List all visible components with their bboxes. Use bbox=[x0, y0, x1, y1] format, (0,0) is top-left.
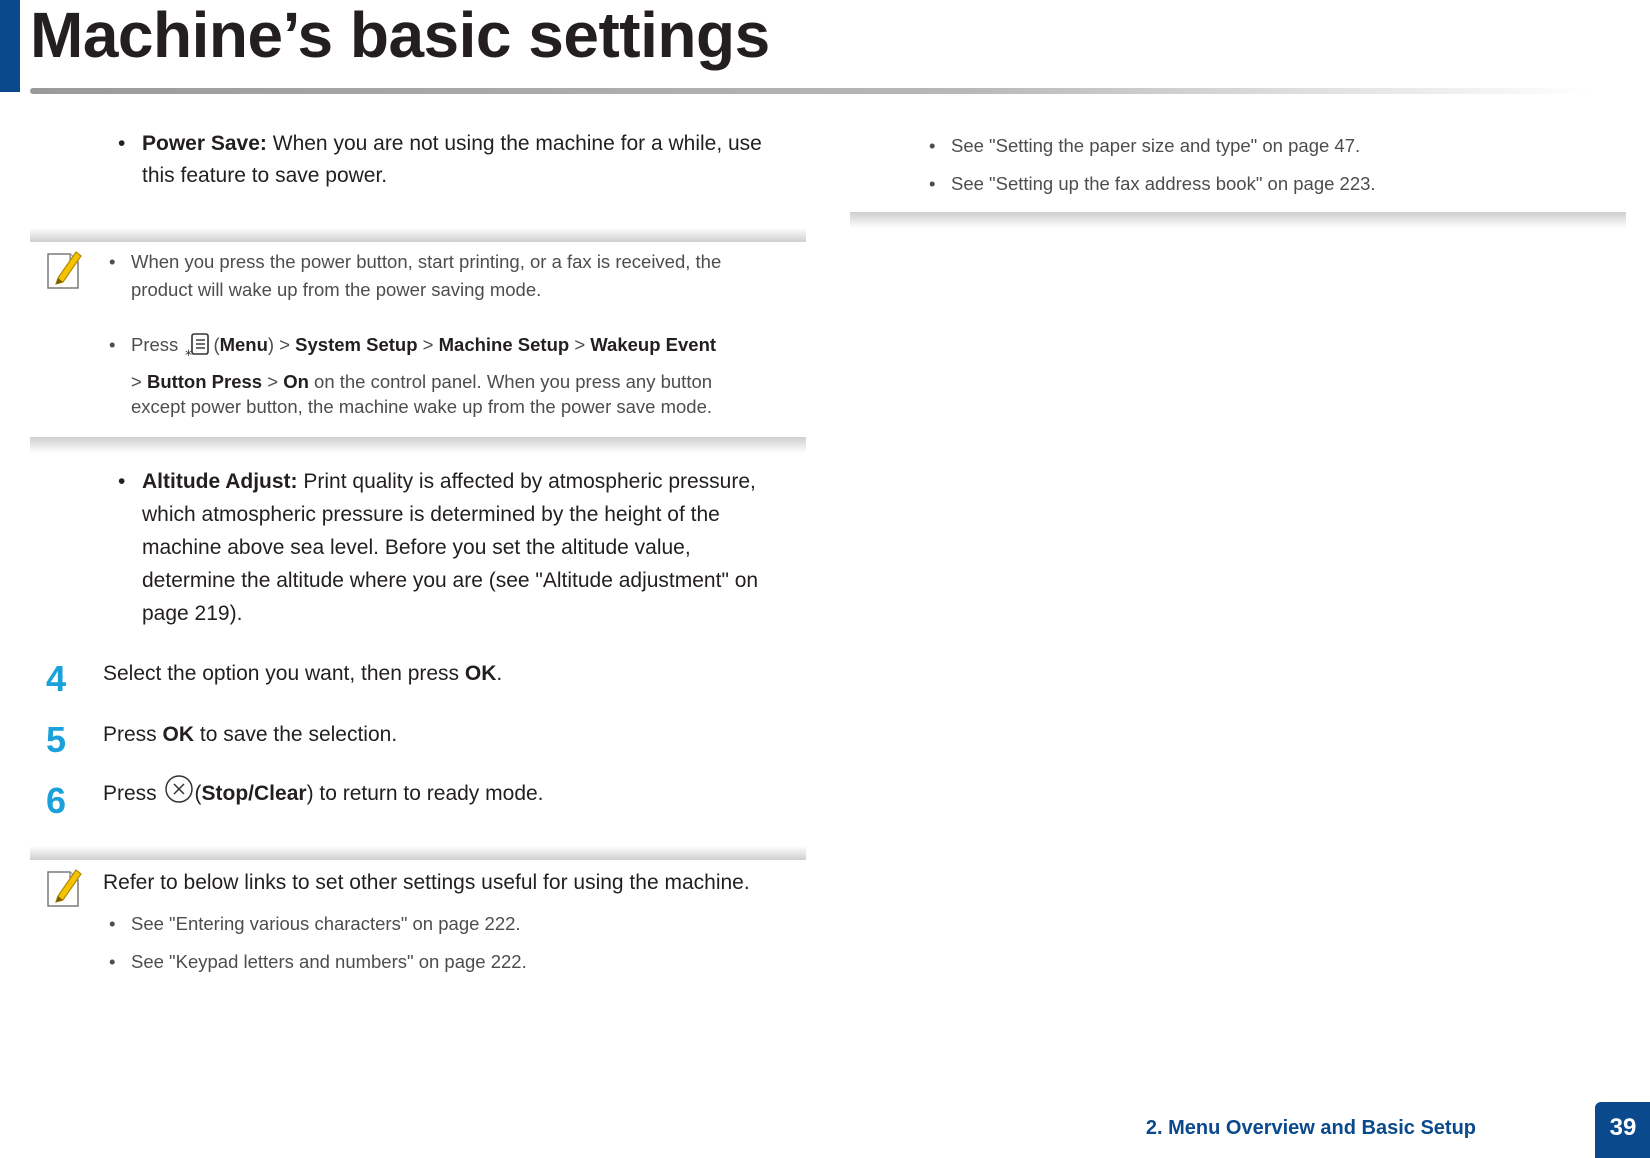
note-top-rule bbox=[30, 228, 806, 242]
step-6-text: Press (Stop/Clear) to return to ready mode. bbox=[103, 778, 544, 810]
note-pencil-icon bbox=[44, 248, 84, 292]
power-save-text: When you are not using the machine for a while, use bbox=[272, 132, 762, 155]
note1-press-word: Press bbox=[131, 334, 179, 355]
page-title: Machine’s basic settings bbox=[30, 0, 770, 71]
note1-wake-line1: When you press the power button, start printing, or a fax is received, the bbox=[131, 251, 722, 272]
altitude-line1: Print quality is affected by atmospheric pressure, bbox=[303, 470, 756, 493]
step-5-pre: Press bbox=[103, 723, 157, 746]
footer-section-title: 2. Menu Overview and Basic Setup bbox=[1145, 1117, 1476, 1139]
step-number: 6 bbox=[46, 780, 67, 821]
bullet-dot: • bbox=[118, 470, 126, 493]
bullet-dot: • bbox=[109, 913, 116, 934]
note-top-rule bbox=[30, 846, 806, 860]
link-keypad-letters[interactable]: See "Keypad letters and numbers" on page 222. bbox=[131, 951, 527, 972]
machine-setup-label: Machine Setup bbox=[438, 334, 570, 355]
note2-link-2[interactable] bbox=[109, 948, 811, 976]
bullet-dot: • bbox=[929, 173, 936, 194]
altitude-label: Altitude Adjust: bbox=[142, 470, 298, 493]
link-entering-characters[interactable]: See "Entering various characters" on page 222. bbox=[131, 913, 521, 934]
note2-lead: Refer to below links to set other settings useful for using the machine. bbox=[103, 871, 750, 894]
note1-item-wake bbox=[109, 248, 811, 304]
step-4-pre: Select the option you want, then press bbox=[103, 662, 460, 685]
step-6-post: to return to ready mode. bbox=[319, 782, 544, 805]
note-bottom-rule bbox=[850, 212, 1626, 228]
on-label: On bbox=[283, 371, 309, 392]
step-number: 5 bbox=[46, 719, 67, 760]
altitude-bullet bbox=[118, 465, 812, 630]
altitude-line3: machine above sea level. Before you set the altitude value, bbox=[142, 536, 691, 559]
svg-text:*: * bbox=[185, 348, 193, 362]
note1-press-tail: on the control panel. When you press any button bbox=[314, 371, 713, 392]
power-save-label: Power Save: bbox=[142, 132, 267, 155]
altitude-line2: which atmospheric pressure is determined by the height of the bbox=[142, 503, 720, 526]
note2-link-1[interactable] bbox=[109, 910, 811, 938]
step-4-text bbox=[103, 658, 502, 690]
altitude-line5: page 219). bbox=[142, 602, 243, 625]
button-press-label: Button Press bbox=[146, 371, 263, 392]
stop-clear-icon bbox=[163, 773, 195, 805]
note1-wake-line2: product will wake up from the power saving mode. bbox=[131, 279, 542, 300]
note-bottom-rule bbox=[30, 437, 806, 453]
step-5-text bbox=[103, 719, 397, 751]
step-4-ok: OK bbox=[464, 662, 497, 685]
step-5-post: to save the selection. bbox=[199, 723, 398, 746]
note2-link-3[interactable] bbox=[929, 132, 1591, 160]
bullet-dot: • bbox=[109, 334, 116, 355]
note1-press-line3: except power button, the machine wake up from the power save mode. bbox=[131, 396, 713, 417]
note1-item-press: • Press * (Menu) > System Setup > Machine Setup > Wakeup Event > Button Press > On on the control panel. When you press any button bbox=[131, 326, 821, 400]
header-accent-bar bbox=[0, 0, 20, 92]
power-save-text-2: this feature to save power. bbox=[142, 164, 388, 187]
power-save-bullet bbox=[118, 128, 802, 192]
bullet-dot: • bbox=[118, 132, 126, 155]
step-6-pre: Press bbox=[103, 782, 157, 805]
step-number: 4 bbox=[46, 658, 67, 699]
note-pencil-icon bbox=[44, 866, 84, 910]
menu-icon bbox=[183, 331, 213, 361]
page-number-badge: 39 bbox=[1595, 1102, 1650, 1158]
menu-label: Menu bbox=[219, 334, 268, 355]
altitude-line4: determine the altitude where you are (see "Altitude adjustment" on bbox=[142, 569, 759, 592]
stop-clear-label: Stop/Clear bbox=[201, 782, 307, 805]
step-4-post: . bbox=[496, 662, 503, 685]
title-rule bbox=[30, 88, 1590, 94]
wakeup-event-label: Wakeup Event bbox=[590, 334, 717, 355]
system-setup-label: System Setup bbox=[295, 334, 418, 355]
note2-link-4[interactable] bbox=[929, 170, 1591, 198]
bullet-dot: • bbox=[929, 135, 936, 156]
bullet-dot: • bbox=[109, 951, 116, 972]
link-fax-address-book[interactable]: See "Setting up the fax address book" on page 223. bbox=[951, 173, 1376, 194]
link-paper-size[interactable]: See "Setting the paper size and type" on page 47. bbox=[951, 135, 1361, 156]
step-5-ok: OK bbox=[162, 723, 195, 746]
bullet-dot: • bbox=[109, 251, 116, 272]
